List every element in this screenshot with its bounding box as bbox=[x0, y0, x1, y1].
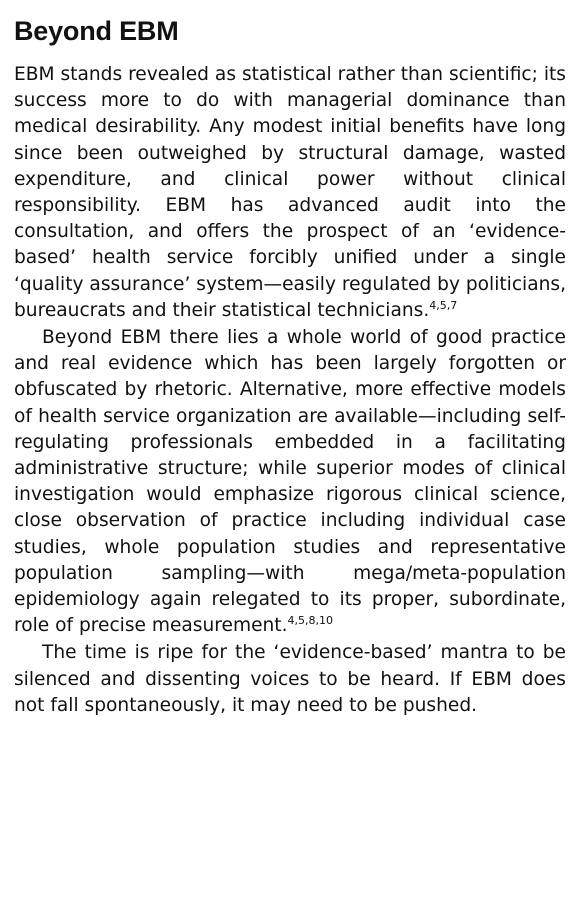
paragraph-1-text: EBM stands revealed as statistical rather than scientific; its success more to do with managerial dominance than medical desirability. Any modest initial benefits have long since been outweighed by structural damage, wasted expenditure, and clinical power without clinical responsibility. EBM has advanced audit into the consultation, and offers the prospect of an ‘evidence-based’ health service forcibly unified under a single ‘quality assurance’ system—easily regulated by politicians, bureaucrats and their statistical technicians. bbox=[14, 64, 566, 321]
paragraph-3 bbox=[14, 640, 566, 719]
paragraph-3-text: The time is ripe for the ‘evidence-based’ mantra to be silenced and dissenting voices to be heard. If EBM does not fall spontaneously, it may need to be pushed. bbox=[14, 642, 566, 716]
section-heading: Beyond EBM bbox=[14, 16, 179, 46]
paragraph-2-references: 4,5,8,10 bbox=[287, 614, 333, 628]
paragraph-1-references: 4,5,7 bbox=[429, 298, 458, 312]
paragraph-1 bbox=[14, 62, 566, 324]
article-page bbox=[14, 14, 566, 719]
paragraph-2 bbox=[14, 325, 566, 639]
paragraph-2-text: Beyond EBM there lies a whole world of good practice and real evidence which has been largely forgotten or obfuscated by rhetoric. Alternative, more effective models of health service organization are available—including self-regulating professionals embedded in a facilitating administrative structure; while superior modes of clinical investigation would emphasize rigorous clinical science, close observation of practice including individual case studies, whole population studies and representative population sampling—with mega/meta-population epidemiology again relegated to its proper, subordinate, role of precise measurement. bbox=[14, 327, 566, 637]
